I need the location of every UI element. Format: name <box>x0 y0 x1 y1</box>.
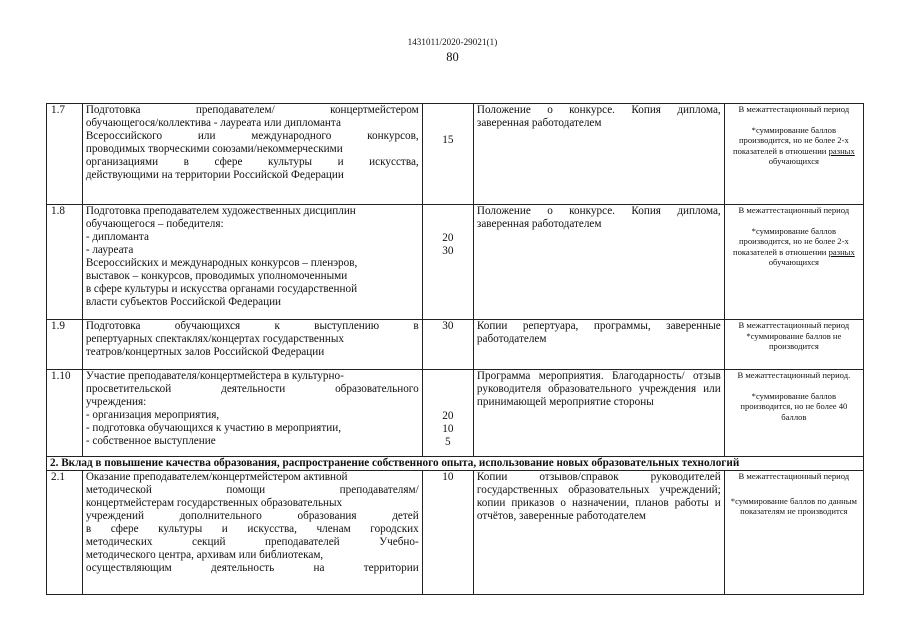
description-line: методического центра, архивам или библиотекам, <box>85 549 324 561</box>
description-line: обучающегося – победителя: <box>85 218 224 230</box>
criterion-description <box>82 104 422 205</box>
criterion-description <box>82 320 422 370</box>
row-number: 1.10 <box>47 370 83 457</box>
points-value: 20 <box>442 232 454 244</box>
points-value: 30 <box>442 320 454 332</box>
supporting-documents: Копии репертуара, программы, заверенные работодателем <box>473 320 724 370</box>
description-line: Подготовка преподавателем художественных дисциплин <box>85 205 356 217</box>
description-line: в сфере культуры и искусства, членам городских <box>85 523 419 535</box>
description-line: учреждений дополнительного образования детей <box>85 510 419 522</box>
description-line: концертмейстерам государственных образовательных <box>85 497 343 509</box>
points-value: 5 <box>445 436 451 448</box>
points-value: 20 <box>442 410 454 422</box>
points-cell <box>422 205 473 320</box>
description-line: действующими на территории Российской Федерации <box>85 169 344 181</box>
points-cell <box>422 320 473 370</box>
note-cell <box>724 205 863 320</box>
note-period: В межаттестационный период <box>738 320 850 330</box>
description-line: учреждения: <box>85 396 147 408</box>
description-line: выставок – конкурсов, проводимых уполномоченными <box>85 270 348 282</box>
points-cell <box>422 471 473 595</box>
points-value: 30 <box>442 245 454 257</box>
row-number: 2.1 <box>47 471 83 595</box>
criterion-description <box>82 471 422 595</box>
supporting-documents: Копии отзывов/справок руководителей государственных образовательных учреждений; копии приказов о назначении, планов работы и отчётов, заверенные работодателем <box>473 471 724 595</box>
description-line: Оказание преподавателем/концертмейстером активной <box>85 471 348 483</box>
description-line: - дипломанта <box>85 231 149 243</box>
table-row-1-7 <box>47 104 864 205</box>
supporting-documents: Программа мероприятия. Благодарность/ отзыв руководителя образовательного учреждения или принимающей мероприятие стороны <box>473 370 724 457</box>
description-line: Участие преподавателя/концертмейстера в культурно- <box>85 370 344 382</box>
description-line: Подготовка преподавателем/ концертмейстером <box>85 104 419 116</box>
description-line: репертуарных спектаклях/концертах государственных <box>85 333 344 345</box>
description-line: - организация мероприятия, <box>85 409 220 421</box>
points-cell <box>422 104 473 205</box>
note-rule: *суммирование баллов производится, но не более 40 баллов <box>740 390 848 422</box>
note-period: В межаттестационный период <box>738 104 850 114</box>
note-tail: обучающихся <box>768 156 819 166</box>
points-value: 15 <box>442 134 454 146</box>
row-number: 1.7 <box>47 104 83 205</box>
description-line: театров/концертных залов Российской Федерации <box>85 346 325 358</box>
criterion-description <box>82 205 422 320</box>
note-period: В межаттестационный период <box>738 205 850 215</box>
supporting-documents: Положение о конкурсе. Копия диплома, заверенная работодателем <box>473 104 724 205</box>
note-underlined: разных <box>828 246 855 257</box>
table-row-1-10 <box>47 370 864 457</box>
note-period: В межаттестационный период. <box>737 370 851 380</box>
description-line: проводимых творческими союзами/некоммерческими <box>85 143 343 155</box>
note-rule: *суммирование баллов не производится <box>746 330 842 351</box>
note-period: В межаттестационный период <box>738 471 850 481</box>
row-number: 1.9 <box>47 320 83 370</box>
points-cell <box>422 370 473 457</box>
description-line: власти субъектов Российской Федерации <box>85 296 282 308</box>
supporting-documents: Положение о конкурсе. Копия диплома, заверенная работодателем <box>473 205 724 320</box>
criterion-description <box>82 370 422 457</box>
description-line: методических секций преподавателей Учебно- <box>85 536 419 548</box>
description-line: просветительской деятельности образовательного <box>85 383 419 395</box>
description-line: - собственное выступление <box>85 435 216 447</box>
table-row-1-8 <box>47 205 864 320</box>
note-rule: *суммирование баллов по данным показателям не производится <box>730 495 857 516</box>
note-rule: *суммирование баллов производится, но не более 2-х показателей в отношении <box>732 225 849 257</box>
page-number: 80 <box>446 50 459 64</box>
description-line: - лауреата <box>85 244 134 256</box>
description-line: Всероссийских и международных конкурсов – пленэров, <box>85 257 358 269</box>
note-tail: обучающихся <box>768 257 819 267</box>
description-line: Всероссийского или международного конкурсов, <box>85 130 419 142</box>
description-line: методической помощи преподавателям/ <box>85 484 419 496</box>
note-rule: *суммирование баллов производится, но не более 2-х показателей в отношении <box>732 124 849 156</box>
description-line: в сфере культуры и искусства органами государственной <box>85 283 358 295</box>
description-line: обучающегося/коллектива - лауреата или дипломанта <box>85 117 341 129</box>
table-row-2-1 <box>47 471 864 595</box>
document-id: 1431011/2020-29021(1) <box>407 37 498 47</box>
description-line: Подготовка обучающихся к выступлению в <box>85 320 419 332</box>
description-line: - подготовка обучающихся к участию в мероприятии, <box>85 422 341 434</box>
description-line: осуществляющим деятельность на территории <box>85 562 419 574</box>
note-cell <box>724 104 863 205</box>
note-cell <box>724 320 863 370</box>
note-cell <box>724 370 863 457</box>
note-cell <box>724 471 863 595</box>
points-value: 10 <box>442 423 454 435</box>
table-row-1-9 <box>47 320 864 370</box>
note-underlined: разных <box>828 145 855 156</box>
row-number: 1.8 <box>47 205 83 320</box>
description-line: организациями в сфере культуры и искусства, <box>85 156 419 168</box>
section-header-row <box>47 457 864 471</box>
section-title: 2. Вклад в повышение качества образования, распространение собственного опыта, использование новых образовательных технологий <box>47 457 864 471</box>
points-value: 10 <box>442 471 454 483</box>
criteria-table <box>46 103 864 595</box>
